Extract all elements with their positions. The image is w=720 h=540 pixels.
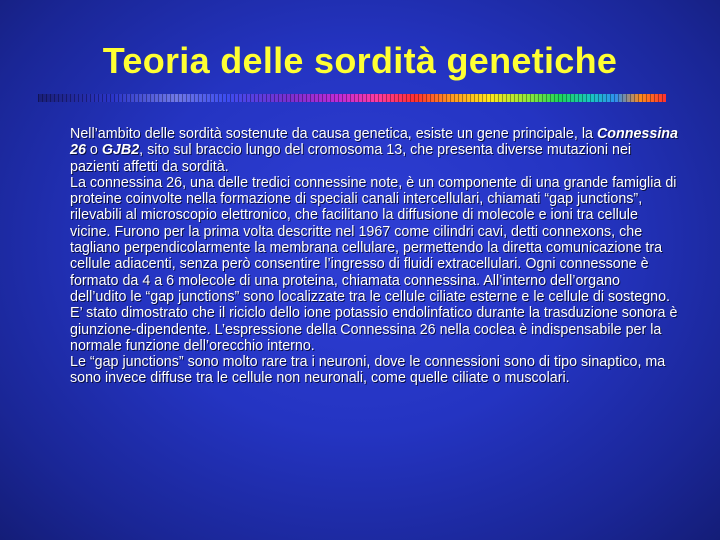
paragraph-connessina: La connessina 26, una delle tredici connessine note, è un componente di una grande famiglia di proteine coinvolte nella formazione di speciali canali intercellulari, chiamati “gap junctions”, rilevabili al microscopio elettronico, che facilitano la diffusione di molecole e ioni tra cellule vicine. Furono per la prima volta descritte nel 1967 come cilindri cavi, detti connexons, che tagliano perpendicolarmente la membrana cellulare, permettendo la diretta comunicazione tra cellule adiacenti, senza però consentire l’ingresso di fluidi extracellulari. Ogni connessone è formato da 4 a 6 molecole di una proteina, chiamata connessina. All’interno dell’organo dell’udito le “gap junctions” sono localizzate tra le cellule ciliate esterne e le cellule di sostegno. E’ stato dimostrato che il riciclo dello ione potassio endolinfatico durante la trasduzione sonora è giunzione-dipendente. L’espressione della Connessina 26 nella coclea è indispensabile per la normale funzione dell’orecchio interno.	[70, 174, 678, 354]
slide-title: Teoria delle sordità genetiche	[102, 40, 618, 81]
gjb2-emphasis: GJB2	[101, 142, 140, 159]
paragraph-intro-text-2: o	[85, 142, 102, 159]
paragraph-gap-junctions: Le “gap junctions” sono molto rare tra i neuroni, dove le connessioni sono di tipo sinaptico, ma sono invece diffuse tra le cellule non neuronali, come quelle ciliate o muscolari.	[70, 354, 666, 387]
connessina-26-emphasis: Connessina 26	[70, 126, 678, 159]
slide-body	[70, 126, 680, 387]
paragraph-intro-text-3: , sito sul braccio lungo del cromosoma 13, che presenta diverse mutazioni nei pazienti affetti da sordità.	[70, 142, 632, 175]
paragraph-intro	[70, 126, 680, 175]
rainbow-divider	[38, 94, 666, 102]
paragraph-intro-text-1: Nell’ambito delle sordità sostenute da causa genetica, esiste un gene principale, la	[70, 126, 597, 142]
